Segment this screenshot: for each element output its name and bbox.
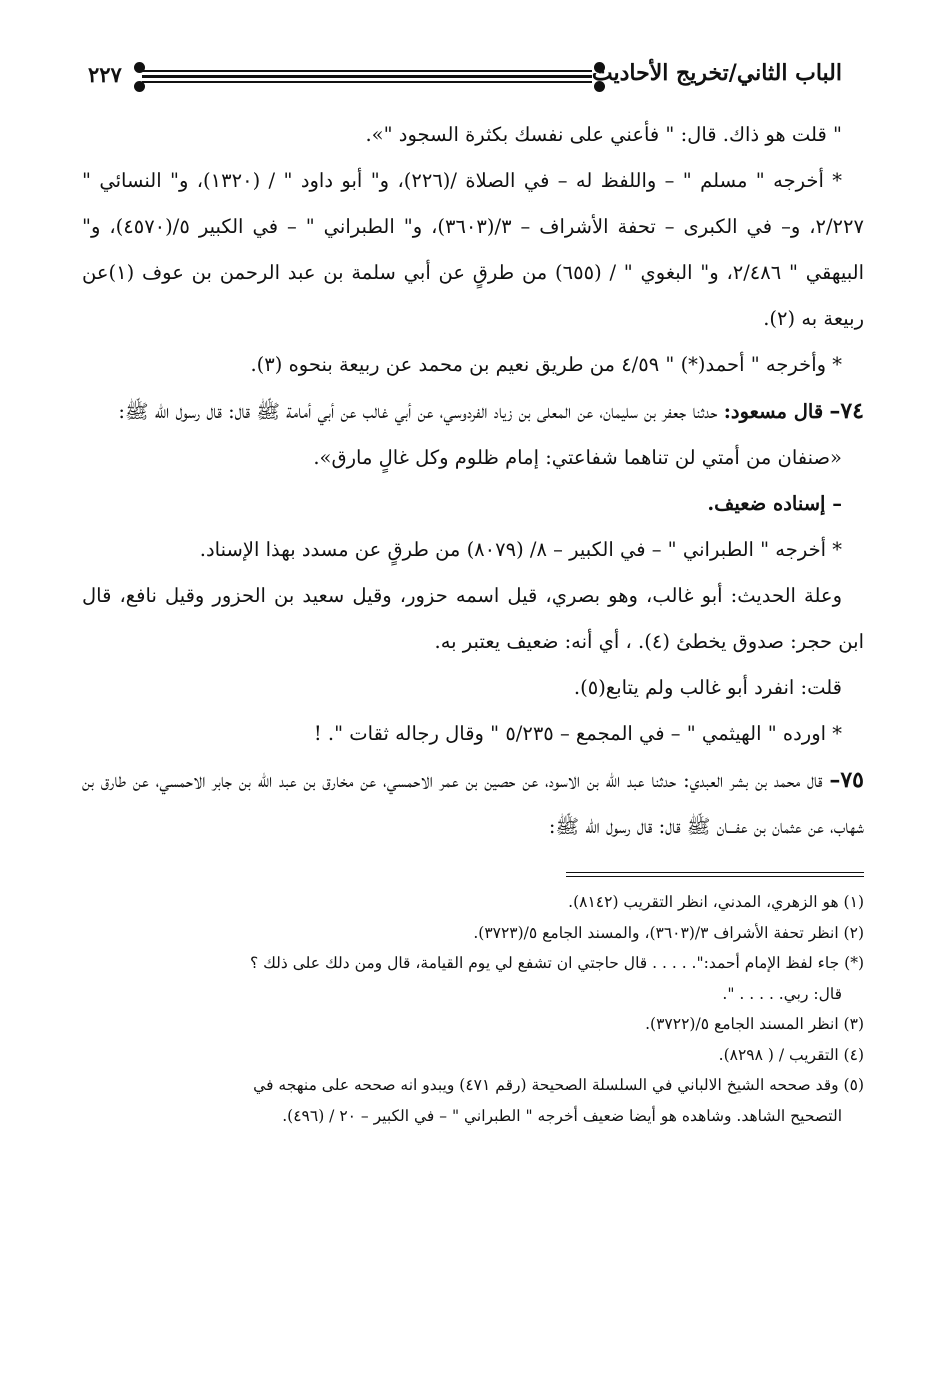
page-header bbox=[82, 40, 864, 100]
header-rule bbox=[142, 81, 592, 83]
paragraph: " قلت هو ذاك. قال: " فأعني على نفسك بكثرة السجود "». bbox=[365, 123, 842, 146]
footnote-continuation: التصحيح الشاهد. وشاهده هو أيضا ضعيف أخرجه " الطبراني " – في الكبير – ٢٠ / (٤٩٦). bbox=[282, 1106, 842, 1125]
paragraph: * أخرجه " مسلم " – واللفظ له – في الصلاة /(٢٢٦)، و" أبو داود " / (١٣٢٠)، و" النسائي " ٢/٢٢٧، و– في الكبرى – تحفة الأشراف – ٣/(٣٦٠٣)، و" الطبراني " – في الكبير ٥/(٤٥٧٠)، و" البيهقي " ٢/٤٨٦، و" البغوي " / (٦٥٥) من طرقٍ عن أبي سلمة بن عبد الرحمن بن عوف (١)عن ربيعة به (٢). bbox=[82, 169, 864, 330]
paragraph: * أخرجه " الطبراني " – في الكبير – ٨/ (٨٠٧٩) من طرقٍ عن مسدد بهذا الإسناد. bbox=[199, 538, 842, 561]
hadith-74 bbox=[82, 388, 864, 435]
footnote-continuation: قال: ربي. . . . . ". bbox=[722, 984, 842, 1003]
footnote: (١) هو الزهري، المدني، انظر التقريب (٨١٤٢). bbox=[568, 893, 864, 911]
book-page bbox=[82, 40, 864, 1131]
hadith-75 bbox=[82, 757, 864, 850]
footnote: (٢) انظر تحفة الأشراف ٣/(٣٦٠٣)، والمسند الجامع ٥/(٣٧٢٣). bbox=[473, 923, 864, 942]
footnote: (٤) التقريب / ( ٨٢٩٨). bbox=[718, 1045, 864, 1064]
hadith-chain: حدثنا جعفر بن سليمان، عن المعلى بن زياد الفردوسي، عن أبي غالب عن أبي أمامة ﷺ قال: قال رسول الله ﷺ: bbox=[118, 400, 718, 423]
paragraph: * وأخرجه " أحمد(*) " ٤/٥٩ من طريق نعيم بن محمد عن ربيعة بنحوه (٣). bbox=[250, 353, 842, 376]
footnotes bbox=[82, 887, 864, 1131]
hadith-number: ٧٥– bbox=[829, 767, 864, 793]
paragraph: * اورده " الهيثمي " – في المجمع – ٥/٢٣٥ " وقال رجاله ثقات ". ! bbox=[313, 722, 842, 745]
page-number: ٢٢٧ bbox=[88, 62, 122, 87]
footnote: (٥) وقد صححه الشيخ الالباني في السلسلة الصحيحة (رقم ٤٧١) ويبدو انه صححه على منهجه في bbox=[253, 1076, 864, 1094]
hadith-text: «صنفان من أمتي لن تناهما شفاعتي: إمام ظلوم وكل غالٍ مارق». bbox=[313, 446, 842, 469]
header-rule bbox=[142, 75, 592, 78]
paragraph: وعلة الحديث: أبو غالب، وهو بصري، قيل اسمه حزور، وقيل سعيد بن الحزور وقيل نافع، قال ابن حجر: صدوق يخطئ (٤). ، أي أنه: ضعيف يعتبر به. bbox=[82, 584, 864, 653]
hadith-chain: قال محمد بن بشر العبدي: حدثنا عبد الله بن الاسود، عن حصين بن عمر الاحمسي، عن مخارق بن عبد الله بن جابر الاحمسي، عن طارق بن شهاب، عن عثمان بن عفـــان ﷺ قال: قال رسول الله ﷺ: bbox=[82, 769, 864, 838]
footnote: (٣) انظر المسند الجامع ٥/(٣٧٢٢). bbox=[645, 1015, 864, 1033]
chapter-title: الباب الثاني/تخريج الأحاديث bbox=[591, 60, 842, 86]
main-text bbox=[82, 112, 864, 850]
paragraph: قلت: انفرد أبو غالب ولم يتابع(٥). bbox=[573, 676, 842, 699]
grading: – إسناده ضعيف. bbox=[707, 492, 842, 515]
hadith-narrator-lead: قال مسعود: bbox=[723, 400, 824, 423]
header-rule bbox=[142, 70, 592, 72]
hadith-number: ٧٤– bbox=[829, 398, 864, 424]
footnote-separator bbox=[566, 872, 864, 877]
footnote: (*) جاء لفظ الإمام أحمد:". . . . . قال حاجتي ان تشفع لي يوم القيامة، قال ومن دلك على ذلك ؟ bbox=[249, 954, 864, 972]
